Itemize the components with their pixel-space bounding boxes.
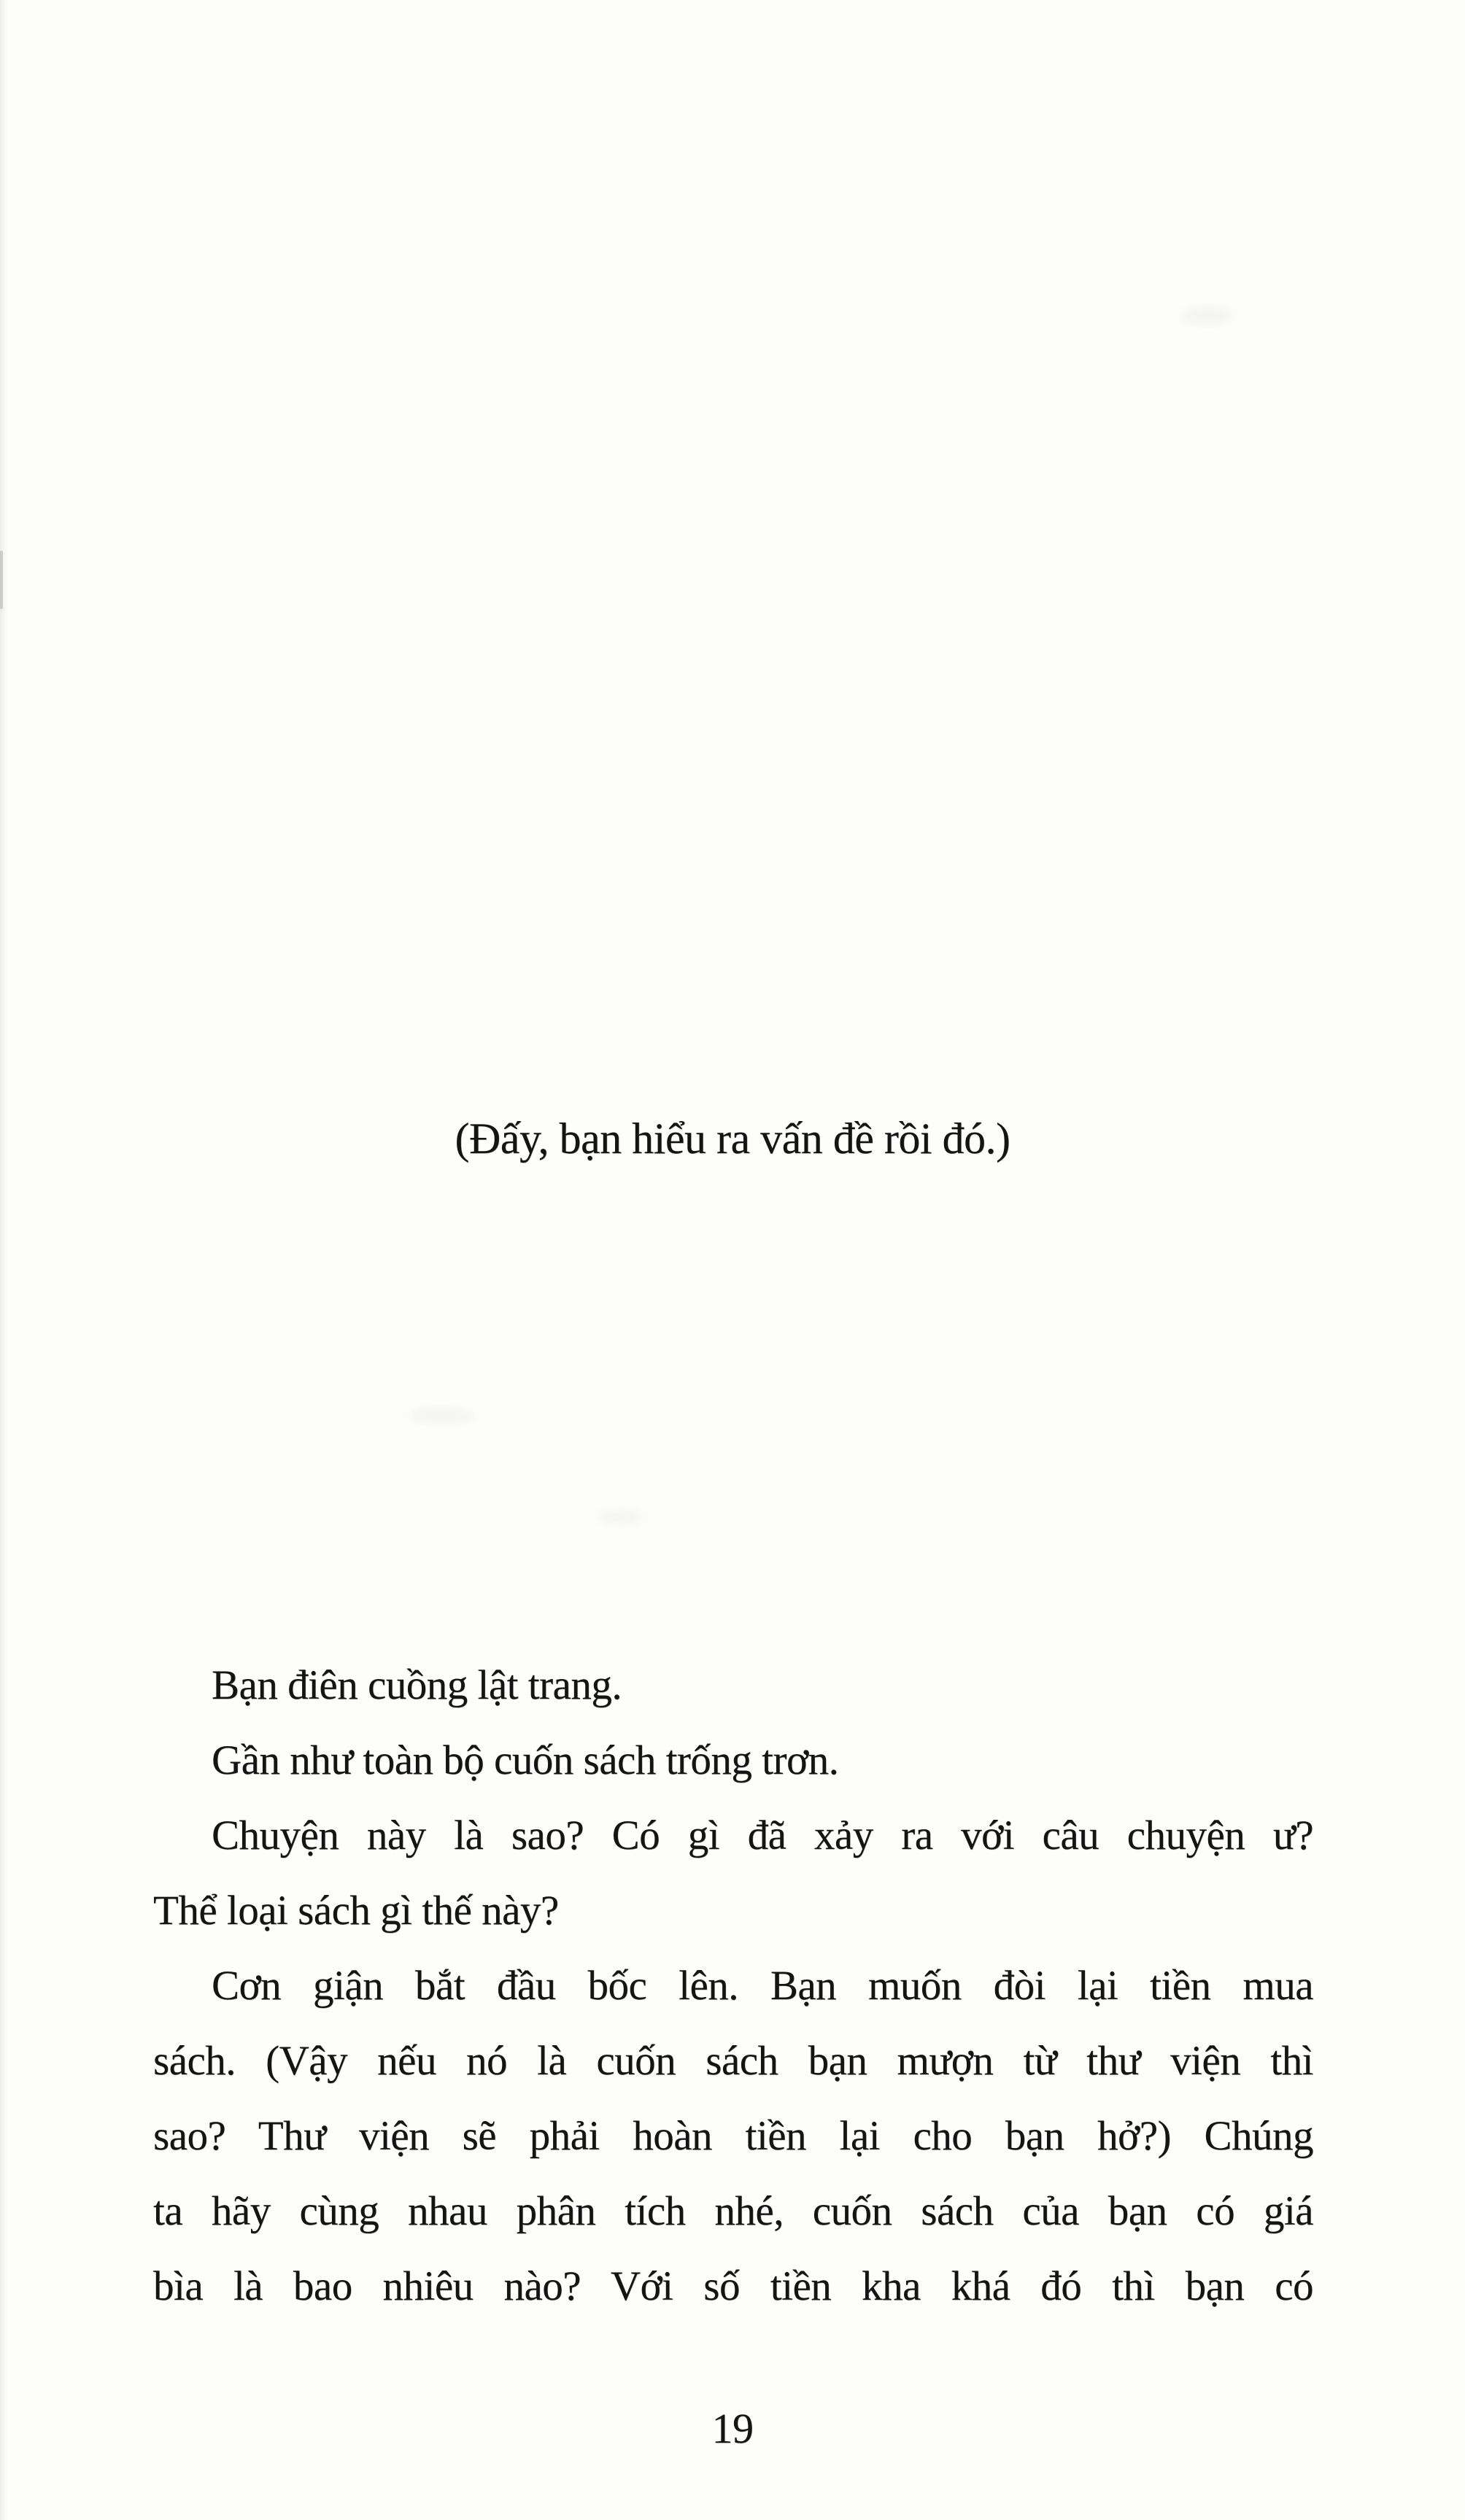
- body-text-line: sao? Thư viện sẽ phải hoàn tiền lại cho bạn hở?) Chúng: [153, 2113, 1313, 2159]
- body-text-line: sách. (Vậy nếu nó là cuốn sách bạn mượn từ thư viện thì: [153, 2038, 1313, 2084]
- scan-artifact: [409, 1408, 474, 1424]
- body-text-line: bìa là bao nhiêu nào? Với số tiền kha khá đó thì bạn có: [153, 2263, 1313, 2309]
- parenthetical-line: (Đấy, bạn hiểu ra vấn đề rồi đó.): [455, 1114, 1010, 1163]
- body-text-line: Thể loại sách gì thế này?: [153, 1888, 559, 1934]
- scan-artifact: [1182, 306, 1233, 325]
- scan-edge-shadow: [0, 0, 7, 2520]
- body-text-line: Cơn giận bắt đầu bốc lên. Bạn muốn đòi lại tiền mua: [212, 1963, 1313, 2009]
- body-text-block: [153, 1648, 1313, 2324]
- body-text-line: Chuyện này là sao? Có gì đã xảy ra với câu chuyện ư?: [212, 1813, 1313, 1858]
- body-text-line: Bạn điên cuồng lật trang.: [212, 1662, 622, 1708]
- page-number: 19: [711, 2405, 754, 2452]
- scan-artifact: [598, 1510, 642, 1524]
- body-text-line: ta hãy cùng nhau phân tích nhé, cuốn sách của bạn có giá: [153, 2188, 1313, 2234]
- body-text-line: Gần như toàn bộ cuốn sách trống trơn.: [212, 1737, 839, 1783]
- scan-edge-mark: [0, 551, 3, 609]
